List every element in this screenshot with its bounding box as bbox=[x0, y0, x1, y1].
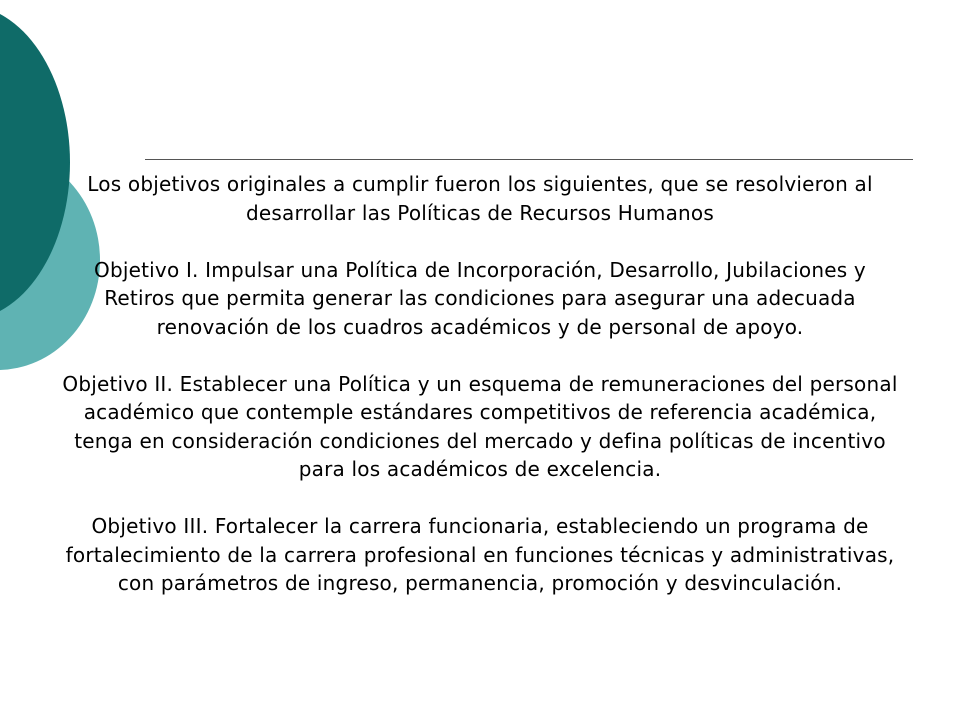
title-divider-line bbox=[145, 159, 913, 160]
slide-body bbox=[60, 170, 900, 598]
objective-2-paragraph: Objetivo II. Establecer una Política y un esquema de remuneraciones del personal académico que contemple estándares competitivos de referencia académica, tenga en consideración condiciones del mercado y defina políticas de incentivo para los académicos de excelencia. bbox=[62, 371, 898, 481]
objective-3-paragraph: Objetivo III. Fortalecer la carrera funcionaria, estableciendo un programa de fortalecimiento de la carrera profesional en funciones técnicas y administrativas, con parámetros de ingreso, permanencia, promoción y desvinculación. bbox=[65, 514, 895, 595]
objective-1-paragraph: Objetivo I. Impulsar una Política de Incorporación, Desarrollo, Jubilaciones y Retiros que permita generar las condiciones para asegurar una adecuada renovación de los cuadros académicos y de personal de apoyo. bbox=[94, 257, 866, 339]
intro-paragraph: Los objetivos originales a cumplir fueron los siguientes, que se resolvieron al desarrollar las Políticas de Recursos Humanos bbox=[87, 172, 873, 225]
